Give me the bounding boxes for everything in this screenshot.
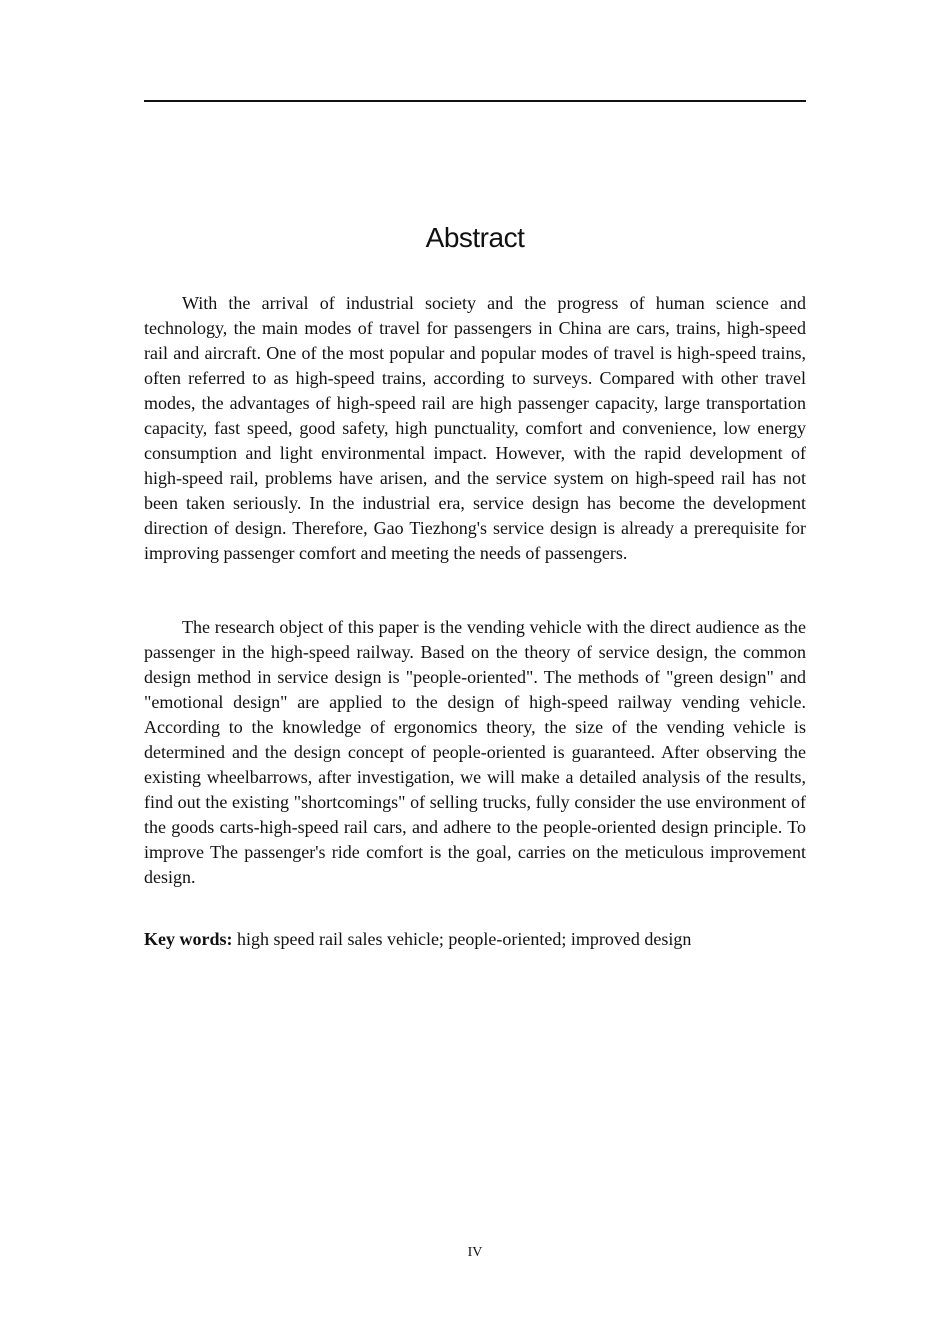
- page-number: IV: [467, 1245, 483, 1260]
- keywords-label: Key words:: [144, 929, 233, 949]
- abstract-title: Abstract: [425, 222, 525, 253]
- keywords-text: high speed rail sales vehicle; people-oriented; improved design: [237, 929, 692, 949]
- abstract-paragraph-2: The research object of this paper is the vending vehicle with the direct audience as the passenger in the high-speed railway. Based on the theory of service design, the common design method in service design is "people-oriented". The methods of "green design" and "emotional design" are applied to the design of high-speed railway vending vehicle. According to the knowledge of ergonomics theory, the size of the vending vehicle is determined and the design concept of people-oriented is guaranteed. After observing the existing wheelbarrows, after investigation, we will make a detailed analysis of the results, find out the existing "shortcomings" of selling trucks, fully consider the use environment of the goods carts-high-speed rail cars, and adhere to the people-oriented design principle. To improve The passenger's ride comfort is the goal, carries on the meticulous improvement design.: [144, 617, 806, 887]
- abstract-paragraph-1: With the arrival of industrial society and the progress of human science and technology, the main modes of travel for passengers in China are cars, trains, high-speed rail and aircraft. One of the most popular and popular modes of travel is high-speed trains, often referred to as high-speed trains, according to surveys. Compared with other travel modes, the advantages of high-speed rail are high passenger capacity, large transportation capacity, fast speed, good safety, high punctuality, comfort and convenience, low energy consumption and light environmental impact. However, with the rapid development of high-speed rail, problems have arisen, and the service system on high-speed rail has not been taken seriously. In the industrial era, service design has become the development direction of design. Therefore, Gao Tiezhong's service design is already a prerequisite for improving passenger comfort and meeting the needs of passengers.: [144, 293, 806, 563]
- keywords-line: [144, 927, 806, 952]
- header-rule: [144, 100, 806, 102]
